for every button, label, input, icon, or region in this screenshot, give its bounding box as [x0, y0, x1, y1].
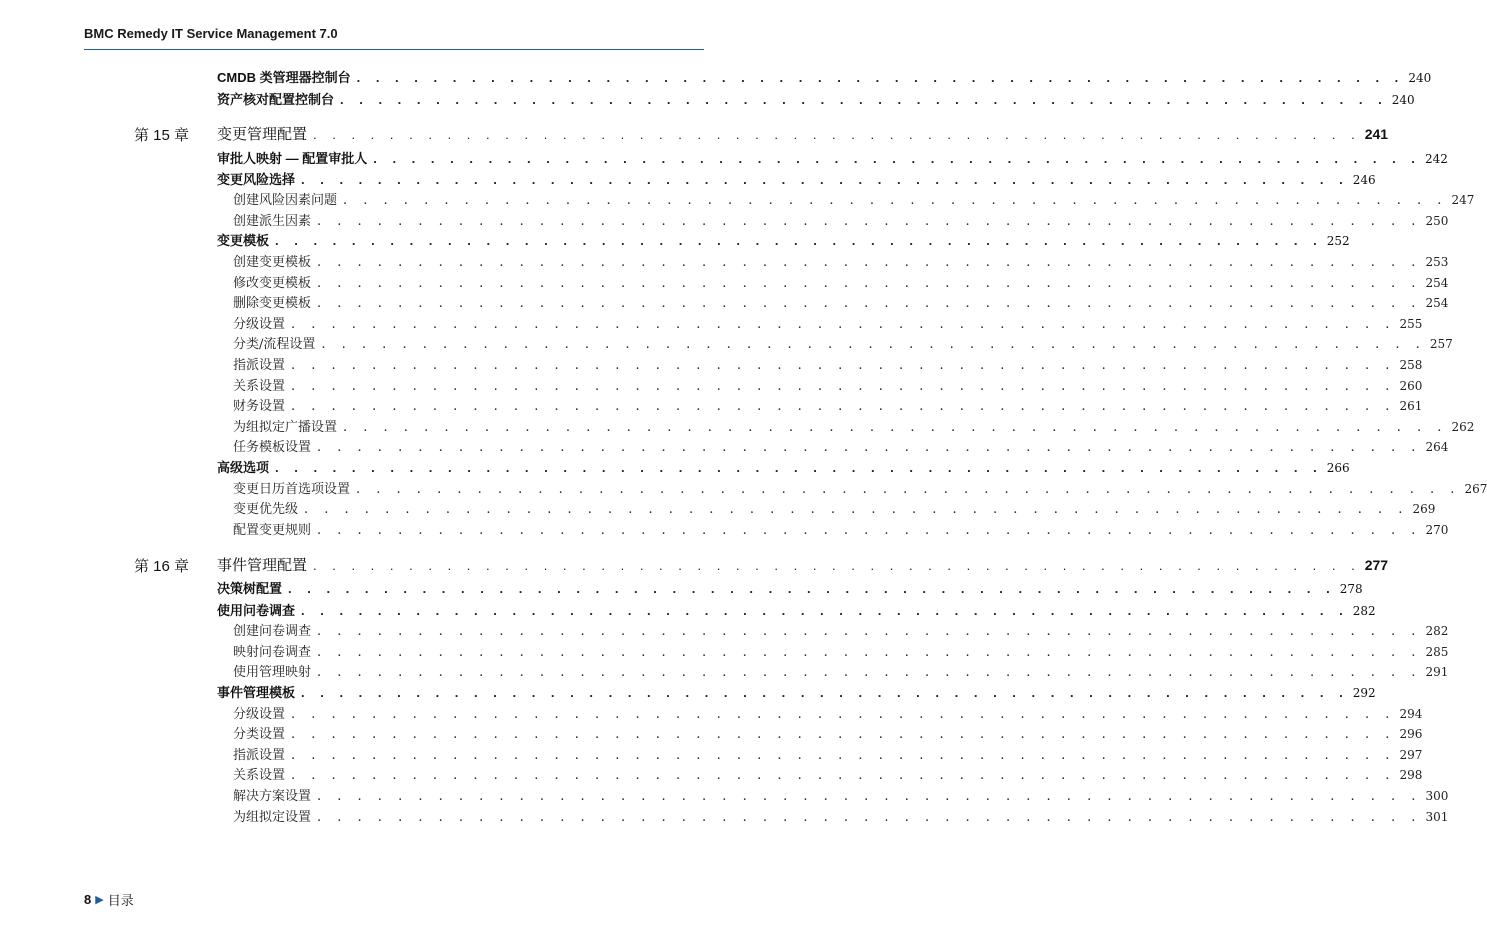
dot-leader: . . . . . . . . . . . . . . . . . . . . . . . . . . . . . . . . . . . . . . . . . . . . . . . . . . . . . . . — [317, 276, 1422, 291]
chapter-number: 第 16 章 — [134, 558, 190, 575]
toc-entry[interactable] — [217, 682, 1376, 701]
toc-entry-label: 创建变更模板 — [233, 255, 312, 270]
toc-entry[interactable] — [233, 436, 1449, 455]
dot-leader: . . . . . . . . . . . . . . . . . . . . . . . . . . . . . . . . . . . . . . . . . . . . . . . . . . . . . . . — [343, 193, 1448, 208]
toc-page-number: 261 — [1399, 399, 1423, 413]
toc-page-number: 298 — [1399, 768, 1423, 782]
toc-entry-label: 解决方案设置 — [233, 789, 312, 804]
toc-entry-label: 分类设置 — [233, 727, 286, 742]
toc-entry[interactable] — [217, 457, 1350, 476]
toc-page-number: 260 — [1399, 379, 1423, 393]
toc-page-number: 301 — [1425, 810, 1449, 824]
dot-leader: . . . . . . . . . . . . . . . . . . . . . . . . . . . . . . . . . . . . . . . . . . . . . . . . . . . . . . . — [291, 768, 1396, 783]
dot-leader: . . . . . . . . . . . . . . . . . . . . . . . . . . . . . . . . . . . . . . . . . . . . . . . . . . . . . . . — [321, 337, 1426, 352]
toc-entry-label: 资产核对配置控制台 — [217, 92, 335, 107]
toc-entry[interactable] — [233, 785, 1449, 804]
chapter-number: 第 15 章 — [134, 127, 190, 144]
dot-leader: . . . . . . . . . . . . . . . . . . . . . . . . . . . . . . . . . . . . . . . . . . . . . . . . . . . . . . . — [356, 482, 1461, 497]
toc-entry-label: 事件管理模板 — [217, 685, 296, 700]
dot-leader: . . . . . . . . . . . . . . . . . . . . . . . . . . . . . . . . . . . . . . . . . . . . . . . . . . . . . . . — [291, 379, 1396, 394]
toc-page-number: 294 — [1399, 707, 1423, 721]
toc-page-number: 297 — [1399, 748, 1423, 762]
header-divider — [84, 49, 704, 50]
toc-entry-label: 创建派生因素 — [233, 214, 312, 229]
dot-leader: . . . . . . . . . . . . . . . . . . . . . . . . . . . . . . . . . . . . . . . . . . . . . . . . . . . . . . . — [291, 317, 1396, 332]
dot-leader: . . . . . . . . . . . . . . . . . . . . . . . . . . . . . . . . . . . . . . . . . . . . . . . . . . . . . . . — [301, 685, 1349, 700]
toc-entry[interactable] — [233, 806, 1449, 825]
dot-leader: . . . . . . . . . . . . . . . . . . . . . . . . . . . . . . . . . . . . . . . . . . . . . . . . . . . . . . . — [291, 707, 1396, 722]
toc-page-number: 240 — [1391, 93, 1415, 107]
toc-entry-label: 变更模板 — [217, 233, 270, 248]
toc-page-number: 247 — [1451, 193, 1475, 207]
toc-page-number: 296 — [1399, 727, 1423, 741]
toc-entry[interactable] — [233, 292, 1449, 311]
toc-page-number: 282 — [1352, 604, 1376, 618]
toc-page-number: 266 — [1326, 461, 1350, 475]
toc-page-number: 282 — [1425, 624, 1449, 638]
toc-entry-label: 指派设置 — [233, 748, 286, 763]
dot-leader: . . . . . . . . . . . . . . . . . . . . . . . . . . . . . . . . . . . . . . . . . . . . . . . . . . . . . . . — [317, 440, 1422, 455]
toc-entry[interactable] — [233, 416, 1475, 435]
toc-entry-label: 使用管理映射 — [233, 665, 312, 680]
page-footer — [84, 890, 134, 909]
dot-leader: . . . . . . . . . . . . . . . . . . . . . . . . . . . . . . . . . . . . . . . . . . . . . . . . . . . . . . . — [313, 127, 1361, 142]
toc-entry[interactable] — [217, 600, 1376, 619]
toc-page-number: 300 — [1425, 789, 1449, 803]
toc-entry-label: 分级设置 — [233, 707, 286, 722]
toc-entry[interactable] — [233, 313, 1423, 332]
dot-leader: . . . . . . . . . . . . . . . . . . . . . . . . . . . . . . . . . . . . . . . . . . . . . . . . . . . . . . . — [317, 523, 1422, 538]
toc-entry-label: 创建问卷调查 — [233, 624, 312, 639]
toc-entry-label: 变更风险选择 — [217, 172, 296, 187]
toc-entry[interactable] — [217, 67, 1432, 86]
toc-entry[interactable] — [233, 395, 1423, 414]
toc-page-number: 252 — [1326, 234, 1350, 248]
toc-entry-label: 分类/流程设置 — [233, 337, 316, 352]
dot-leader: . . . . . . . . . . . . . . . . . . . . . . . . . . . . . . . . . . . . . . . . . . . . . . . . . . . . . . . — [343, 420, 1448, 435]
toc-entry-label: 配置变更规则 — [233, 523, 312, 538]
dot-leader: . . . . . . . . . . . . . . . . . . . . . . . . . . . . . . . . . . . . . . . . . . . . . . . . . . . . . . . — [317, 624, 1422, 639]
toc-page-number: 269 — [1412, 502, 1436, 516]
dot-leader: . . . . . . . . . . . . . . . . . . . . . . . . . . . . . . . . . . . . . . . . . . . . . . . . . . . . . . . — [356, 70, 1405, 85]
toc-entry[interactable] — [233, 251, 1449, 270]
dot-leader: . . . . . . . . . . . . . . . . . . . . . . . . . . . . . . . . . . . . . . . . . . . . . . . . . . . . . . . — [317, 789, 1422, 804]
dot-leader: . . . . . . . . . . . . . . . . . . . . . . . . . . . . . . . . . . . . . . . . . . . . . . . . . . . . . . . — [291, 399, 1396, 414]
toc-entry[interactable] — [233, 519, 1449, 538]
dot-leader: . . . . . . . . . . . . . . . . . . . . . . . . . . . . . . . . . . . . . . . . . . . . . . . . . . . . . . . — [317, 665, 1422, 680]
toc-entry[interactable] — [233, 189, 1475, 208]
toc-entry-label: 变更日历首选项设置 — [233, 482, 351, 497]
toc-entry[interactable] — [233, 764, 1423, 783]
toc-page-number: 285 — [1425, 645, 1449, 659]
toc-entry-label: 指派设置 — [233, 358, 286, 373]
toc-entry-label: 创建风险因素问题 — [233, 193, 338, 208]
toc-entry-label: 关系设置 — [233, 768, 286, 783]
toc-page-number: 277 — [1364, 557, 1389, 573]
footer-page-number: 8 — [84, 892, 92, 907]
toc-entry-label: 分级设置 — [233, 317, 286, 332]
toc-entry-label: 决策树配置 — [217, 581, 283, 596]
toc-page-number: 258 — [1399, 358, 1423, 372]
toc-entry[interactable] — [217, 169, 1376, 188]
dot-leader: . . . . . . . . . . . . . . . . . . . . . . . . . . . . . . . . . . . . . . . . . . . . . . . . . . . . . . . — [317, 810, 1422, 825]
dot-leader: . . . . . . . . . . . . . . . . . . . . . . . . . . . . . . . . . . . . . . . . . . . . . . . . . . . . . . . — [291, 748, 1396, 763]
toc-page-number: 253 — [1425, 255, 1449, 269]
right-triangle-icon: ▶ — [95, 894, 104, 906]
dot-leader: . . . . . . . . . . . . . . . . . . . . . . . . . . . . . . . . . . . . . . . . . . . . . . . . . . . . . . . — [291, 727, 1396, 742]
toc-entry[interactable] — [233, 723, 1423, 742]
toc-entry-label: 财务设置 — [233, 399, 286, 414]
toc-page-number: 241 — [1364, 126, 1389, 142]
toc-entry[interactable] — [233, 333, 1453, 352]
dot-leader: . . . . . . . . . . . . . . . . . . . . . . . . . . . . . . . . . . . . . . . . . . . . . . . . . . . . . . . — [275, 460, 1323, 475]
toc-entry[interactable] — [233, 498, 1436, 517]
dot-leader: . . . . . . . . . . . . . . . . . . . . . . . . . . . . . . . . . . . . . . . . . . . . . . . . . . . . . . . — [304, 502, 1409, 517]
dot-leader: . . . . . . . . . . . . . . . . . . . . . . . . . . . . . . . . . . . . . . . . . . . . . . . . . . . . . . . — [275, 233, 1323, 248]
toc-entry[interactable] — [233, 641, 1449, 660]
chapter-heading[interactable] — [217, 554, 1389, 575]
toc-page-number: 292 — [1352, 686, 1376, 700]
dot-leader: . . . . . . . . . . . . . . . . . . . . . . . . . . . . . . . . . . . . . . . . . . . . . . . . . . . . . . . — [301, 172, 1349, 187]
toc-entry-label: 使用问卷调查 — [217, 603, 296, 618]
toc-entry-label: 事件管理配置 — [217, 557, 308, 574]
toc-page-number: 262 — [1451, 420, 1475, 434]
toc-page-number: 254 — [1425, 296, 1449, 310]
toc-entry-label: 变更管理配置 — [217, 126, 308, 143]
toc-entry[interactable] — [233, 354, 1423, 373]
dot-leader: . . . . . . . . . . . . . . . . . . . . . . . . . . . . . . . . . . . . . . . . . . . . . . . . . . . . . . . — [340, 92, 1388, 107]
dot-leader: . . . . . . . . . . . . . . . . . . . . . . . . . . . . . . . . . . . . . . . . . . . . . . . . . . . . . . . — [291, 358, 1396, 373]
toc-page-number: 291 — [1425, 665, 1449, 679]
toc-entry-label: 关系设置 — [233, 379, 286, 394]
toc-page-number: 242 — [1424, 152, 1448, 166]
toc-entry[interactable] — [233, 703, 1423, 722]
toc-entry[interactable] — [217, 578, 1363, 597]
toc-page-number: 270 — [1425, 523, 1449, 537]
toc-entry[interactable] — [233, 744, 1423, 763]
toc-page-number: 278 — [1339, 582, 1363, 596]
toc-page-number: 254 — [1425, 276, 1449, 290]
toc-entry[interactable] — [233, 210, 1449, 229]
toc-entry-label: 为组拟定广播设置 — [233, 420, 338, 435]
toc-entry-label: 任务模板设置 — [233, 440, 312, 455]
running-header-title: BMC Remedy IT Service Management 7.0 — [84, 26, 338, 41]
dot-leader: . . . . . . . . . . . . . . . . . . . . . . . . . . . . . . . . . . . . . . . . . . . . . . . . . . . . . . . — [317, 645, 1422, 660]
toc-entry-label: 变更优先级 — [233, 502, 299, 517]
chapter-heading[interactable] — [217, 123, 1389, 144]
toc-entry[interactable] — [233, 620, 1449, 639]
toc-entry[interactable] — [233, 272, 1449, 291]
toc-entry[interactable] — [233, 661, 1449, 680]
toc-entry-label: 审批人映射 — 配置审批人 — [217, 151, 368, 166]
toc-entry-label: 修改变更模板 — [233, 276, 312, 291]
toc-page-number: 257 — [1429, 337, 1453, 351]
toc-entry[interactable] — [217, 148, 1448, 167]
toc-page-number: 255 — [1399, 317, 1423, 331]
toc-entry-label: CMDB 类管理器控制台 — [217, 70, 351, 85]
footer-section-label: 目录 — [107, 893, 134, 908]
dot-leader: . . . . . . . . . . . . . . . . . . . . . . . . . . . . . . . . . . . . . . . . . . . . . . . . . . . . . . . — [288, 581, 1336, 596]
toc-entry[interactable] — [233, 478, 1487, 497]
toc-entry[interactable] — [233, 375, 1423, 394]
dot-leader: . . . . . . . . . . . . . . . . . . . . . . . . . . . . . . . . . . . . . . . . . . . . . . . . . . . . . . . — [313, 558, 1361, 573]
toc-entry[interactable] — [217, 89, 1415, 108]
toc-page-number: 246 — [1352, 173, 1376, 187]
dot-leader: . . . . . . . . . . . . . . . . . . . . . . . . . . . . . . . . . . . . . . . . . . . . . . . . . . . . . . . — [373, 151, 1421, 166]
dot-leader: . . . . . . . . . . . . . . . . . . . . . . . . . . . . . . . . . . . . . . . . . . . . . . . . . . . . . . . — [317, 296, 1422, 311]
toc-page-number: 264 — [1425, 440, 1449, 454]
dot-leader: . . . . . . . . . . . . . . . . . . . . . . . . . . . . . . . . . . . . . . . . . . . . . . . . . . . . . . . — [301, 603, 1349, 618]
toc-entry-label: 高级选项 — [217, 460, 270, 475]
toc-page-number: 267 — [1464, 482, 1487, 496]
toc-entry[interactable] — [217, 230, 1350, 249]
toc-entry-label: 删除变更模板 — [233, 296, 312, 311]
dot-leader: . . . . . . . . . . . . . . . . . . . . . . . . . . . . . . . . . . . . . . . . . . . . . . . . . . . . . . . — [317, 255, 1422, 270]
toc-entry-label: 映射问卷调查 — [233, 645, 312, 660]
dot-leader: . . . . . . . . . . . . . . . . . . . . . . . . . . . . . . . . . . . . . . . . . . . . . . . . . . . . . . . — [317, 214, 1422, 229]
toc-page-number: 240 — [1408, 71, 1432, 85]
toc-page-number: 250 — [1425, 214, 1449, 228]
toc-entry-label: 为组拟定设置 — [233, 810, 312, 825]
